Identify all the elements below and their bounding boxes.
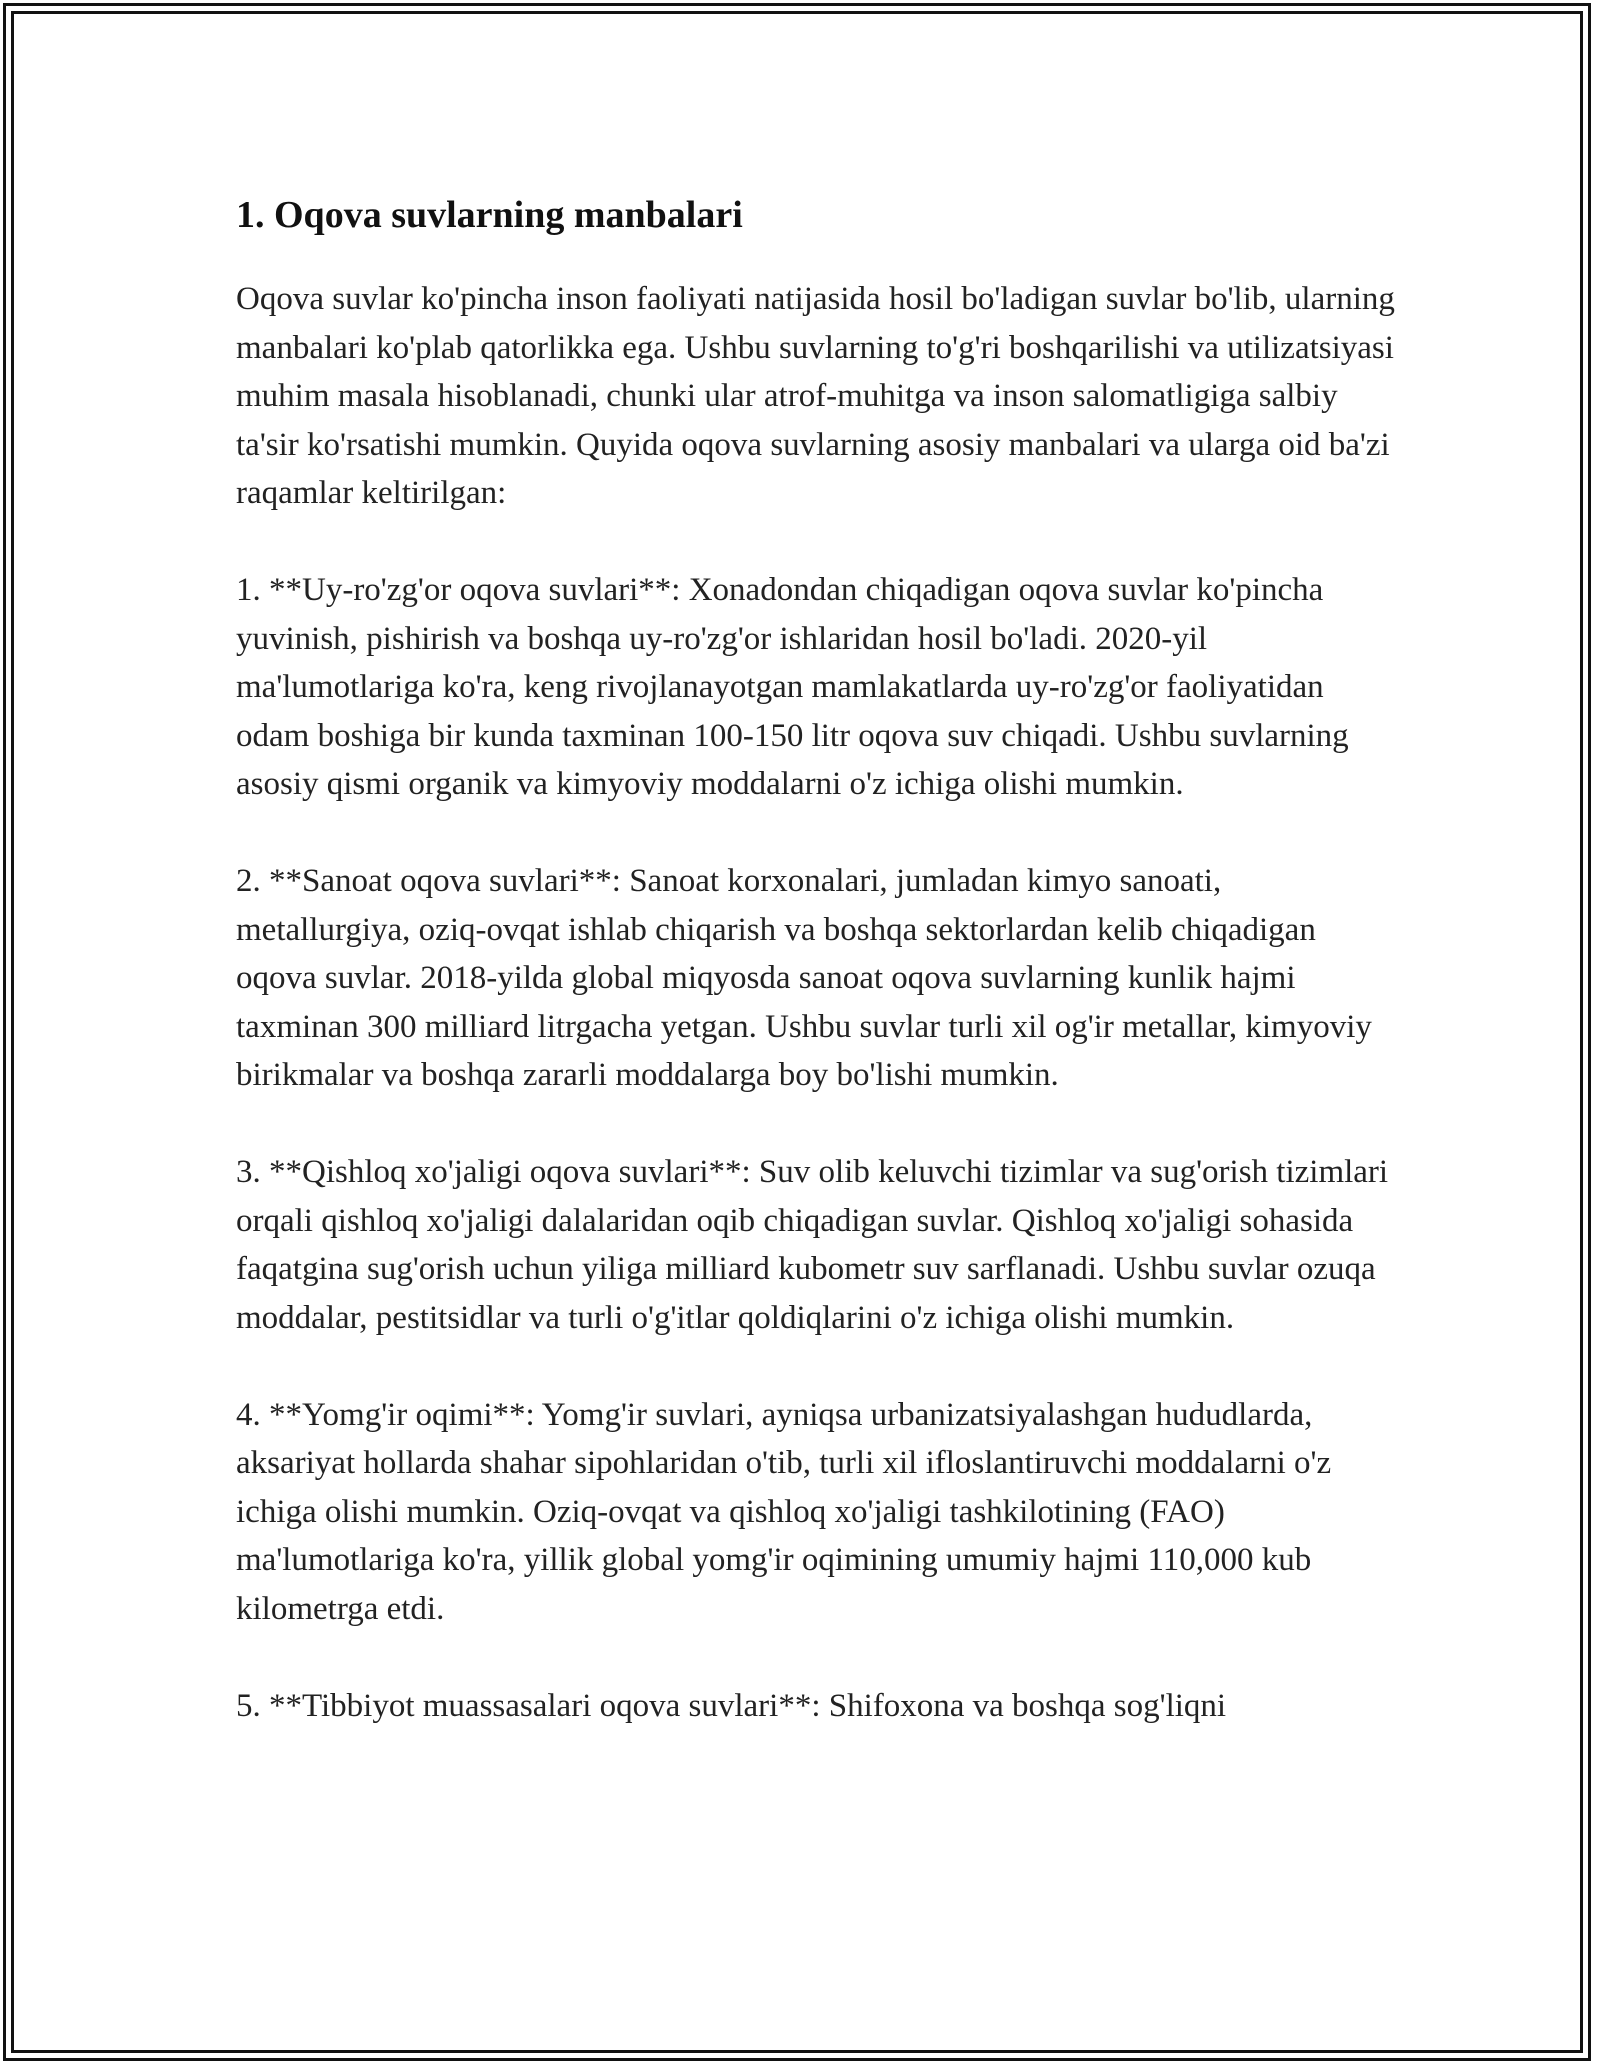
list-item-industrial: 2. **Sanoat oqova suvlari**: Sanoat korxonalari, jumladan kimyo sanoati, metallurgiya, oziq-ovqat ishlab chiqarish va boshqa sektorlardan kelib chiqadigan oqova suvlar. 2018-yilda global miqyosda sanoat oqova suvlarning kunlik hajmi taxminan 300 milliard litrgacha yetgan. Ushbu suvlar turli xil og'ir metallar, kimyoviy birikmalar va boshqa zararli moddalarga boy bo'lishi mumkin. (236, 863, 1372, 1093)
list-item-household: 1. **Uy-ro'zg'or oqova suvlari**: Xonadondan chiqadigan oqova suvlar ko'pincha yuvinish, pishirish va boshqa uy-ro'zg'or ishlaridan hosil bo'ladi. 2020-yil ma'lumotlariga ko'ra, keng rivojlanayotgan mamlakatlarda uy-ro'zg'or faoliyatidan odam boshiga bir kunda taxminan 100-150 litr oqova suv chiqadi. Ushbu suvlarning asosiy qismi organik va kimyoviy moddalarni o'z ichiga olishi mumkin. (236, 572, 1349, 802)
list-item-stormwater: 4. **Yomg'ir oqimi**: Yomg'ir suvlari, ayniqsa urbanizatsiyalashgan hududlarda, aksariyat hollarda shahar sipohlaridan o'tib, turli xil ifloslantiruvchi moddalarni o'z ichiga olishi mumkin. Oziq-ovqat va qishloq xo'jaligi tashkilotining (FAO) ma'lumotlariga ko'ra, yillik global yomg'ir oqimining umumiy hajmi 110,000 kub kilometrga etdi. (236, 1396, 1332, 1627)
section-heading: 1. Oqova suvlarning manbalari (236, 194, 743, 236)
list-item-agricultural: 3. **Qishloq xo'jaligi oqova suvlari**: Suv olib keluvchi tizimlar va sug'orish tizimlari orqali qishloq xo'jaligi dalalaridan oqib chiqadigan suvlar. Qishloq xo'jaligi sohasida faqatgina sug'orish uchun yiliga milliard kubometr suv sarflanadi. Ushbu suvlar ozuqa moddalar, pestitsidlar va turli o'g'itlar qoldiqlarini o'z ichiga olishi mumkin. (236, 1154, 1389, 1336)
document-body (236, 185, 1396, 1779)
intro-paragraph: Oqova suvlar ko'pincha inson faoliyati natijasida hosil bo'ladigan suvlar bo'lib, ularning manbalari ko'plab qatorlikka ega. Ushbu suvlarning to'g'ri boshqarilishi va utilizatsiyasi muhim masala hisoblanadi, chunki ular atrof-muhitga va inson salomatligiga salbiy ta'sir ko'rsatishi mumkin. Quyida oqova suvlarning asosiy manbalari va ularga oid ba'zi raqamlar keltirilgan: (236, 281, 1395, 511)
list-item-medical: 5. **Tibbiyot muassasalari oqova suvlari**: Shifoxona va boshqa sog'liqni (236, 1687, 1227, 1724)
